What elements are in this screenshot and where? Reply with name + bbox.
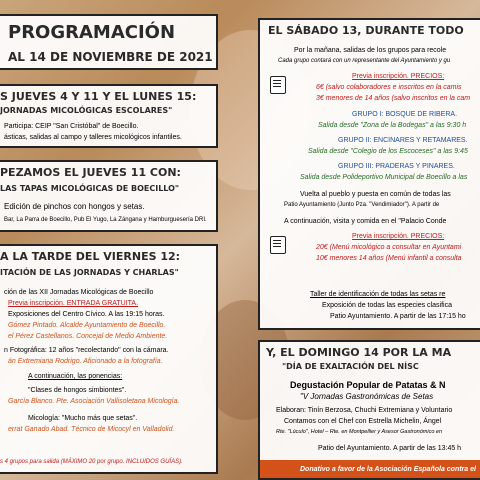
donation-banner [260, 460, 480, 480]
talk-title: "Clases de hongos simbiontes". [28, 387, 127, 394]
text-line: Vuelta al pueblo y puesta en común de todas las [300, 191, 451, 198]
section-subheader: ITACIÓN DE LAS JORNADAS Y CHARLAS" [0, 268, 179, 277]
price-line: 6€ (salvo colaboradores e inscritos en la camis [316, 84, 462, 91]
speaker-line: Gómez Pintado. Alcalde Ayuntamiento de Boecillo. [8, 322, 166, 329]
price-line: 3€ menores de 14 años (salvo inscritos en la cam [316, 95, 471, 102]
text-line: Exposición de todas las especies clasifica [322, 302, 452, 309]
section-header: Y, EL DOMINGO 14 POR LA MA [266, 346, 452, 359]
text-line: A continuación, visita y comida en el "Palacio Conde [284, 218, 447, 225]
text-line: Rte. "Lúculo", Hotel – Rte. en Montpellier y Asesor Gastronómico en [276, 429, 443, 435]
price-line: 20€ (Menú micológico a consultar en Ayuntami [316, 244, 462, 251]
speaker-line: García Blanco. Pte. Asociación Vallisoletana Micología. [8, 398, 180, 405]
section-header: PEZAMOS EL JUEVES 11 CON: [0, 166, 181, 179]
donation-text: Donativo a favor de la Asociación Española contra el [300, 466, 476, 473]
text-line: Taller de identificación de todas las setas re [310, 291, 446, 298]
text-line: Cada grupo contará con un representante del Ayuntamiento y gu [278, 58, 451, 64]
section-subheader: LAS TAPAS MICOLÓGICAS DE BOECILLO" [0, 184, 180, 193]
page-title: PROGRAMACIÓN [8, 22, 176, 43]
group-detail: Salida desde "Colegio de los Escoceses" a las 9:45 [308, 148, 468, 155]
saturday-card [258, 18, 480, 330]
section-header: A LA TARDE DEL VIERNES 12: [0, 250, 181, 263]
text-line: Elaboran: Tinín Berzosa, Chuchi Extremiana y Voluntario [276, 407, 453, 414]
book-icon [270, 76, 286, 94]
text-line: Patio Ayuntamiento (Junto Pza. "Vendimiador"). A partir de [284, 202, 440, 208]
text-line: A continuación, las ponencias: [28, 373, 123, 380]
book-icon [270, 236, 286, 254]
text-line: Patio Ayuntamiento. A partir de las 17:15 ho [330, 313, 466, 320]
title-card [0, 14, 218, 70]
section-header: EL SÁBADO 13, DURANTE TODO [268, 24, 464, 37]
sunday-card [258, 340, 480, 480]
speaker-line: errat Ganado Abad. Técnico de Micocyl en Valladolid. [8, 426, 175, 433]
event-subtitle: "V Jornadas Gastronómicas de Setas [300, 392, 434, 401]
text-line: Contamos con el Chef con Estrella Michelin, Ángel [284, 418, 442, 425]
page-dates: AL 14 DE NOVIEMBRE DE 2021 [8, 50, 213, 64]
registration-note: Previa inscripción. ENTRADA GRATUITA. [8, 300, 139, 307]
speaker-line: án Extremiana Rodrigo. Aficionado a la fotografía. [8, 358, 163, 365]
text-line: ción de las XII Jornadas Micológicas de Boecillo [4, 289, 154, 296]
tapas-card [0, 160, 218, 232]
registration-note: Previa inscripción. PRECIOS: [352, 233, 445, 240]
speaker-line: el Pérez Castellanos. Concejal de Medio Ambiente. [8, 333, 168, 340]
text-line: Exposiciones del Centro Cívico. A las 19:15 horas. [8, 311, 165, 318]
group-title: GRUPO I: BOSQUE DE RIBERA. [352, 111, 458, 118]
talk-title: Micología: "Mucho más que setas". [28, 415, 138, 422]
school-days-card [0, 84, 218, 148]
friday-card [0, 244, 218, 474]
text-line: Patio del Ayuntamiento. A partir de las 13:45 h [318, 445, 462, 452]
group-title: GRUPO II: ENCINARES Y RETAMARES. [338, 137, 468, 144]
registration-note: Previa inscripción. PRECIOS: [352, 73, 445, 80]
footer-note: s 4 grupos para salida (MÁXIMO 20 por grupo. INCLUIDOS GUÍAS). [0, 459, 183, 465]
section-subheader: "DÍA DE EXALTACIÓN DEL NÍSC [282, 362, 419, 371]
section-header: S JUEVES 4 Y 11 Y EL LUNES 15: [0, 90, 197, 103]
event-title: Degustación Popular de Patatas & N [290, 380, 446, 390]
text-line: Participa: CEIP "San Cristóbal" de Boecillo. [4, 123, 139, 130]
group-detail: Salida desde Polideportivo Municipal de Boecillo a las [300, 174, 468, 181]
price-line: 10€ menores 14 años (Menú infantil a consulta [316, 255, 462, 262]
text-line: Bar, La Parra de Boecillo, Pub El Yugo, La Zángana y Hamburguesería DRI. [4, 217, 207, 223]
group-title: GRUPO III: PRADERAS Y PINARES. [338, 163, 455, 170]
text-line: n Fotográfica: 12 años "recolectando" con la cámara. [4, 347, 169, 354]
group-detail: Salida desde "Zona de la Bodegas" a las 9:30 h [318, 122, 467, 129]
section-subheader: JORNADAS MICOLÓGICAS ESCOLARES" [0, 106, 173, 115]
text-line: Por la mañana, salidas de los grupos para recole [294, 47, 447, 54]
text-line: Edición de pinchos con hongos y setas. [4, 202, 145, 211]
text-line: ásticas, salidas al campo y talleres micológicos infantiles. [4, 134, 182, 141]
